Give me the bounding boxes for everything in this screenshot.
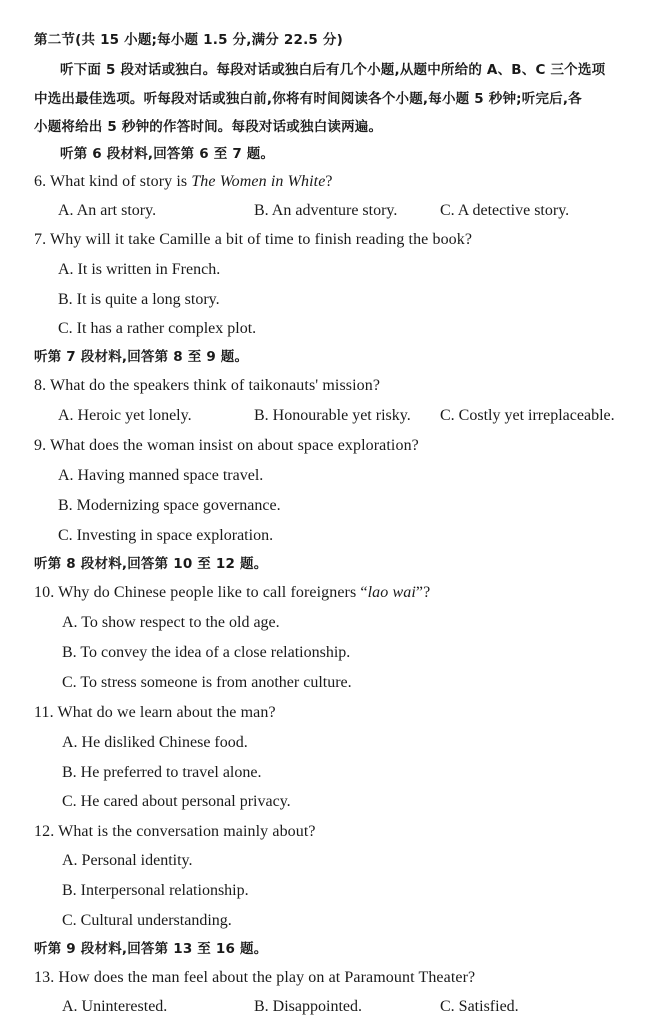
option-13b: B. Disappointed. — [254, 998, 362, 1015]
option-8c: C. Costly yet irreplaceable. — [440, 407, 615, 424]
question-13 — [34, 968, 475, 988]
section-heading: 第二节(共 15 小题;每小题 1.5 分,满分 22.5 分) — [34, 32, 343, 48]
group-label-6: 听第 6 段材料,回答第 6 至 7 题。 — [60, 146, 275, 162]
option-11c: C. He cared about personal privacy. — [62, 793, 291, 810]
term-lao-wai: lao wai — [367, 584, 416, 601]
option-7a: A. It is written in French. — [58, 261, 221, 278]
question-10 — [34, 583, 430, 603]
question-stem: What do the speakers think of taikonauts' mission? — [50, 377, 381, 394]
question-7 — [34, 230, 472, 250]
option-12b: B. Interpersonal relationship. — [62, 882, 249, 899]
option-6a: A. An art story. — [58, 202, 157, 219]
instructions-line-1: 听下面 5 段对话或独白。每段对话或独白后有几个小题,从题中所给的 A、B、C 三个选项 — [60, 62, 606, 78]
question-stem: Why do Chinese people like to call foreigners “lao wai”? — [58, 584, 431, 601]
option-7c: C. It has a rather complex plot. — [58, 320, 257, 337]
question-number: 7. — [34, 231, 47, 248]
question-number: 9. — [34, 437, 47, 454]
book-title: The Women in White — [191, 173, 326, 190]
option-9c: C. Investing in space exploration. — [58, 527, 274, 544]
question-12 — [34, 822, 316, 842]
question-number: 11. — [34, 704, 54, 721]
option-13c: C. Satisfied. — [440, 998, 519, 1015]
instructions-line-3: 小题将给出 5 秒钟的作答时间。每段对话或独白读两遍。 — [34, 119, 383, 135]
option-11b: B. He preferred to travel alone. — [62, 764, 262, 781]
option-7b: B. It is quite a long story. — [58, 291, 220, 308]
option-6b: B. An adventure story. — [254, 202, 398, 219]
question-stem: How does the man feel about the play on at Paramount Theater? — [58, 969, 476, 986]
question-stem: What is the conversation mainly about? — [58, 823, 316, 840]
option-12c: C. Cultural understanding. — [62, 912, 232, 929]
instructions-line-2: 中选出最佳选项。听每段对话或独白前,你将有时间阅读各个小题,每小题 5 秒钟;听完后,各 — [34, 91, 582, 107]
question-number: 13. — [34, 969, 55, 986]
group-label-9: 听第 9 段材料,回答第 13 至 16 题。 — [34, 941, 268, 957]
question-number: 8. — [34, 377, 47, 394]
question-number: 6. — [34, 173, 47, 190]
question-stem: Why will it take Camille a bit of time to finish reading the book? — [50, 231, 473, 248]
group-label-7: 听第 7 段材料,回答第 8 至 9 题。 — [34, 349, 249, 365]
question-stem: What do we learn about the man? — [57, 704, 276, 721]
option-6c: C. A detective story. — [440, 202, 570, 219]
group-label-8: 听第 8 段材料,回答第 10 至 12 题。 — [34, 556, 268, 572]
option-9a: A. Having manned space travel. — [58, 467, 264, 484]
question-9 — [34, 436, 419, 456]
question-6 — [34, 172, 333, 192]
question-stem: What kind of story is The Women in White? — [50, 173, 333, 190]
question-stem: What does the woman insist on about space exploration? — [50, 437, 419, 454]
option-8a: A. Heroic yet lonely. — [58, 407, 192, 424]
option-11a: A. He disliked Chinese food. — [62, 734, 248, 751]
question-number: 12. — [34, 823, 55, 840]
question-8 — [34, 376, 380, 396]
option-12a: A. Personal identity. — [62, 852, 193, 869]
option-8b: B. Honourable yet risky. — [254, 407, 411, 424]
question-number: 10. — [34, 584, 55, 601]
option-10c: C. To stress someone is from another culture. — [62, 674, 352, 691]
option-10a: A. To show respect to the old age. — [62, 614, 280, 631]
option-13a: A. Uninterested. — [62, 998, 168, 1015]
question-11 — [34, 703, 276, 723]
option-9b: B. Modernizing space governance. — [58, 497, 281, 514]
option-10b: B. To convey the idea of a close relationship. — [62, 644, 351, 661]
